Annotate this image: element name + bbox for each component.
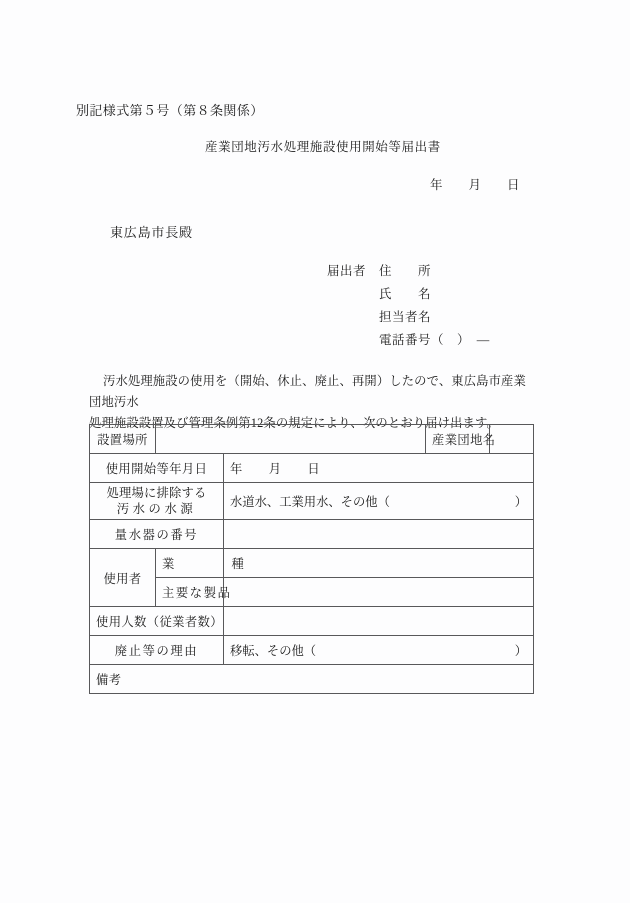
label-water-source: [90, 483, 224, 520]
label-business-type: 業 種: [156, 549, 224, 578]
water-source-paren-close: ）: [514, 495, 527, 509]
form-number: 別記様式第５号（第８条関係）: [76, 103, 264, 118]
label-user: 使用者: [90, 549, 156, 607]
value-start-date[interactable]: [224, 454, 534, 483]
submitter-name-label: 氏 名: [379, 287, 432, 301]
date-month-label: 月: [468, 178, 482, 192]
value-main-products[interactable]: [224, 578, 534, 607]
label-start-date: 使用開始等年月日: [90, 454, 224, 483]
table-row: [90, 520, 534, 549]
submitter-row-name: [327, 284, 490, 307]
submitter-lead-label: 届出者: [327, 264, 367, 278]
start-date-day-label: 日: [307, 462, 321, 476]
submitter-row-address: [327, 261, 490, 284]
page-title: 産業団地汚水処理施設使用開始等届出書: [205, 140, 441, 154]
label-headcount: 使用人数（従業者数）: [90, 607, 224, 636]
remarks-cell[interactable]: [90, 665, 534, 694]
date-day-label: 日: [507, 178, 520, 192]
table-row: [90, 607, 534, 636]
date-year-label: 年: [430, 178, 443, 192]
value-headcount[interactable]: [224, 607, 534, 636]
label-water-meter-number: 量水器の番号: [90, 520, 224, 549]
label-installation-location: 設置場所: [90, 425, 156, 454]
table-row: [90, 483, 534, 520]
value-industrial-park-name[interactable]: [490, 425, 534, 454]
table-row: [90, 665, 534, 694]
label-water-source-line1: 処理場に排除する: [106, 486, 207, 500]
table-row: [90, 549, 534, 578]
addressee: 東広島市長殿: [110, 225, 193, 240]
label-main-products: 主要な製品: [156, 578, 224, 607]
label-industrial-park-name: 産業団地名: [426, 425, 490, 454]
table-row: [90, 578, 534, 607]
label-remarks: 備考: [96, 673, 122, 687]
abolition-reason-paren-close: ）: [514, 644, 527, 658]
body-line-1: 汚水処理施設の使用を（開始、休止、廃止、再開）したので、東広島市産業団地汚水: [89, 374, 526, 409]
table-row: [90, 454, 534, 483]
label-abolition-reason: 廃止等の理由: [90, 636, 224, 665]
abolition-reason-options: 移転、その他（: [230, 644, 317, 658]
table-row: [90, 425, 534, 454]
label-water-source-line2: 汚水の水源: [116, 502, 197, 516]
submitter-phone-label: 電話番号（ ） ―: [379, 333, 490, 347]
start-date-month-label: 月: [268, 462, 282, 476]
value-water-source[interactable]: [224, 483, 534, 520]
submitter-address-label: 住 所: [379, 264, 432, 278]
start-date-year-label: 年: [230, 462, 243, 476]
date-line: [430, 175, 520, 193]
value-water-meter-number[interactable]: [224, 520, 534, 549]
declaration-table: [89, 424, 534, 694]
submitter-block: [327, 261, 490, 353]
submitter-row-phone: [327, 330, 490, 353]
submitter-row-contact-person: [327, 307, 490, 330]
body-line-2: 処理施設設置及び管理条例第12条の規定により、次のとおり届け出ます。: [89, 416, 499, 430]
submitter-contact-person-label: 担当者名: [379, 310, 432, 324]
table-row: [90, 636, 534, 665]
value-installation-location[interactable]: [156, 425, 426, 454]
water-source-options: 水道水、工業用水、その他（: [230, 495, 390, 509]
value-abolition-reason[interactable]: [224, 636, 534, 665]
value-business-type[interactable]: [224, 549, 534, 578]
